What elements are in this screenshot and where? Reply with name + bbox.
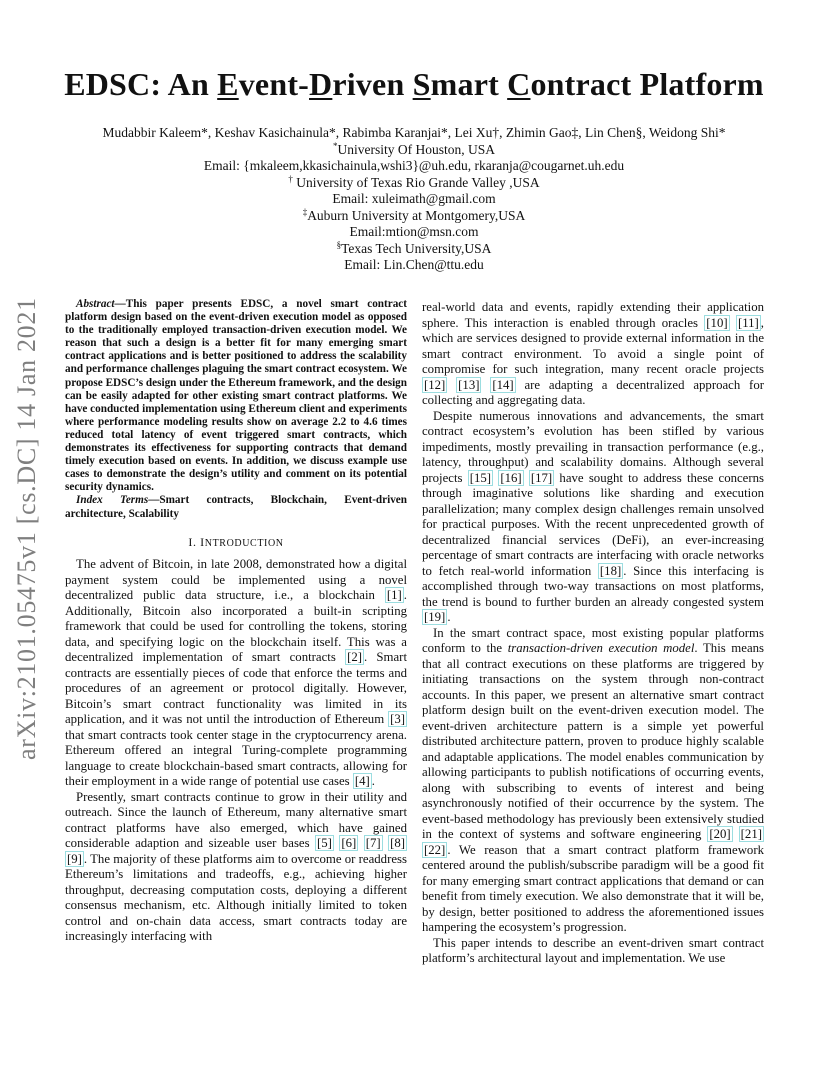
citation-link[interactable]: [3] <box>390 712 405 727</box>
citation-link[interactable]: [2] <box>347 650 362 665</box>
citation-link[interactable]: [19] <box>424 610 446 624</box>
email-4: Email: Lin.Chen@ttu.edu <box>344 257 484 272</box>
section-numeral: I. <box>188 534 201 549</box>
right-p1-text: real-world data and events, rapidly extending their application sphere. This interaction is enabled through oracles <box>422 300 764 330</box>
email-2: Email: xuleimath@gmail.com <box>332 191 496 206</box>
citation-link[interactable]: [15] <box>469 470 492 485</box>
abstract-text: —This paper presents EDSC, a novel smart contract platform design based on the event-driven execution model as opposed to the traditionally employed transaction-driven execution model. We reason that such a design is a better fit for many emerging smart contract applications and is better positioned to address the scalability and performance challenges plaguing the smart contract ecosystem. We propose EDSC’s design under the Ethereum framework, and the design can be easily adapted for other existing smart contract platforms. We have conducted implementation using Ethereum client and experiments where performance modeling results show on average 2.2 to 4.6 times reduced total latency of event triggered smart contracts, which demonstrates its effectiveness for supporting contracts that demand timely execution based on events. In addition, we discuss example use cases to demonstrate the design’s utility and comment on its potential security dynamics. <box>65 298 407 494</box>
email-3: Email:mtion@msn.com <box>349 224 479 239</box>
intro-paragraph-1 <box>65 557 407 790</box>
intro-p1-text: The advent of Bitcoin, in late 2008, demonstrated how a digital payment system could be implemented using a novel decentralized public data structure, i.e., a blockchain <box>65 557 407 603</box>
section-rest: NTRODUCTION <box>204 537 284 549</box>
title-s-rest: mart <box>430 66 508 102</box>
affiliation-4-text: Texas Tech University,USA <box>341 240 492 256</box>
affiliation-1 <box>0 142 828 159</box>
affiliation-3-mark: ‡ <box>302 206 308 217</box>
affiliation-2 <box>0 175 828 192</box>
title-e-rest: vent- <box>238 66 310 102</box>
citation-link[interactable]: [11] <box>737 315 759 330</box>
index-terms-text: —Smart contracts, Blockchain, Event-driven architecture, Scalability <box>65 494 407 520</box>
index-terms-label: Index Terms <box>76 494 149 507</box>
affiliation-4 <box>0 241 828 258</box>
intro-paragraph-2-continued <box>422 300 764 409</box>
intro-p1-text-b: . Additionally, Bitcoin also incorporated a built-in scripting framework that could be used for controlling the tokens, storing data, and specifying logic on the blockchain itself. This was a decentralized implementation of smart contracts <box>65 588 407 665</box>
citation-link[interactable]: [9] <box>67 851 82 866</box>
affiliation-3 <box>0 208 828 225</box>
abstract-label: Abstract <box>76 298 115 310</box>
intro-p2-text: Presently, smart contracts continue to grow in their utility and outreach. Since the launch of Ethereum, many alternative smart contract platforms have also emerged, which have gained considerable adaption and sizeable user bases <box>65 789 407 851</box>
citation-link[interactable]: [10] <box>706 315 728 330</box>
title-c-rest: ontract Platform <box>530 66 764 102</box>
right-p3-text-c: . We reason that a smart contract platform framework centered around the publish/subscribe paradigm will be a good fit for many emerging smart contract applications that demand or can benefit from timely execution. We also demonstrate that it will be, by design, better positioned to address the aforementioned issues hampering the ecosystem’s progression. <box>422 842 764 934</box>
right-p2-text-b: have sought to address these concerns through imaginative solutions like sharding and execution parallelization; many complex design challenges remain unsolved for practical purposes. With the recent unprecedented growth of decentralized financial services (DeFi), an ever-increasing percentage of smart contracts are interfacing with oracle networks to fetch real-world information <box>422 470 764 578</box>
citation-link[interactable]: [22] <box>424 842 446 857</box>
section-initial: I <box>200 534 205 549</box>
left-column <box>65 298 407 945</box>
intro-paragraph-5: This paper intends to describe an event-driven smart contract platform’s architectural layout and implementation. We use <box>422 935 764 965</box>
affiliation-2-mark: † <box>288 173 293 184</box>
author-names: Mudabbir Kaleem*, Keshav Kasichainula*, Rabimba Karanjai*, Lei Xu†, Zhimin Gao‡, Lin Chen§, Weidong Shi* <box>102 125 726 140</box>
citation-link[interactable]: [5] <box>317 836 332 851</box>
citation-link[interactable]: [21] <box>740 827 762 841</box>
email-1: Email: {mkaleem,kkasichainula,wshi3}@uh.edu, rkaranja@cougarnet.uh.edu <box>203 158 625 173</box>
title-d-rest: riven <box>332 66 413 102</box>
affiliation-3-text: Auburn University at Montgomery,USA <box>307 207 526 223</box>
arxiv-identifier: arXiv:2101.05475v1 [cs.DC] 14 Jan 2021 <box>12 297 41 760</box>
citation-link[interactable]: [16] <box>500 470 522 485</box>
title-c: C <box>507 66 531 102</box>
citation-link[interactable]: [18] <box>599 563 622 578</box>
intro-p1-text-c: . Smart contracts are essentially pieces of code that enforce the terms and procedures of an agreement or protocol digitally. However, Bitcoin’s smart contract functionality was limited in its application, and it was not until the introduction of Ethereum <box>65 650 408 727</box>
citation-link[interactable]: [17] <box>530 470 553 485</box>
intro-paragraph-4 <box>422 626 764 936</box>
intro-paragraph-3 <box>422 409 764 626</box>
abstract <box>65 298 407 494</box>
intro-paragraph-2 <box>65 790 407 945</box>
intro-p1-text-e: . <box>371 774 375 789</box>
right-p2-text-c: . Since this interfacing is accomplished through two-way transactions on most platforms, the trend is bound to further burden an already congested system <box>422 563 764 609</box>
right-p3-emphasis: transaction-driven execution model <box>507 641 695 655</box>
citation-link[interactable]: [14] <box>492 377 514 392</box>
section-heading-introduction <box>65 535 407 552</box>
right-p3-text-b: . This means that all contract executions on these platforms are triggered by initiating transactions on the system through non-contract accounts. In this paper, we present an alternative smart contract platform design built on the event-driven execution model. The event-driven architecture pattern is a simple yet powerful distributed architecture pattern, proven to produce highly scalable and adaptable applications. The model enables communication by allowing participants to publish notifications of occurring events, along with subscribing to events of interest and being asynchronously notified of their occurrence by the system. The event-based methodology has previously been extensively studied in the context of systems and software engineering <box>422 641 764 841</box>
affiliation-2-text: University of Texas Rio Grande Valley ,USA <box>292 174 540 190</box>
right-p2-text: Despite numerous innovations and advancements, the smart contract ecosystem’s evolution has been stifled by various impediments, mostly prevailing in transaction performance (e.g., latency, throughput) and scalability domains. Although several projects <box>422 408 764 485</box>
title-d: D <box>309 66 333 102</box>
affiliation-4-mark: § <box>336 239 342 250</box>
citation-link[interactable]: [4] <box>354 774 370 789</box>
citation-link[interactable]: [8] <box>390 836 406 851</box>
right-p1-text-b: , which are services designed to provide external information in the smart contract environment. To avoid a single point of compromise for such integration, many recent oracle projects <box>422 315 764 376</box>
citation-link[interactable]: [7] <box>365 836 381 851</box>
right-p3-text: In the smart contract space, most existing popular platforms conform to the <box>422 625 764 655</box>
affiliation-1-mark: * <box>333 140 338 151</box>
paper-title <box>0 66 828 103</box>
title-prefix: EDSC: An <box>64 66 218 102</box>
intro-p1-text-d: that smart contracts took center stage in the cryptocurrency arena. Ethereum offered an integral Turing-complete programming language to create blockchain-based smart contracts, allowing for their employment in a wide range of potential use cases <box>65 727 407 789</box>
citation-link[interactable]: [1] <box>386 588 402 603</box>
right-p1-text-c: are adapting a decentralized approach for collecting and aggregating data. <box>422 377 764 407</box>
title-e: E <box>217 66 239 102</box>
index-terms <box>65 494 407 520</box>
right-column <box>422 300 764 967</box>
author-block <box>0 125 828 274</box>
affiliation-1-text: University Of Houston, USA <box>337 141 495 157</box>
citation-link[interactable]: [13] <box>458 377 480 392</box>
citation-link[interactable]: [20] <box>709 827 731 841</box>
right-p2-text-d: . <box>447 610 451 624</box>
citation-link[interactable]: [6] <box>341 836 357 851</box>
intro-p2-text-b: . The majority of these platforms aim to overcome or readdress Ethereum’s limitations and tradeoffs, e.g., achieving higher throughput, decreasing computation costs, deploying a different consensus mechanism, etc. Although initially limited to token control and on-chain data access, smart contracts today are increasingly interfacing with <box>65 851 407 944</box>
citation-link[interactable]: [12] <box>424 377 446 392</box>
title-s: S <box>412 66 431 102</box>
